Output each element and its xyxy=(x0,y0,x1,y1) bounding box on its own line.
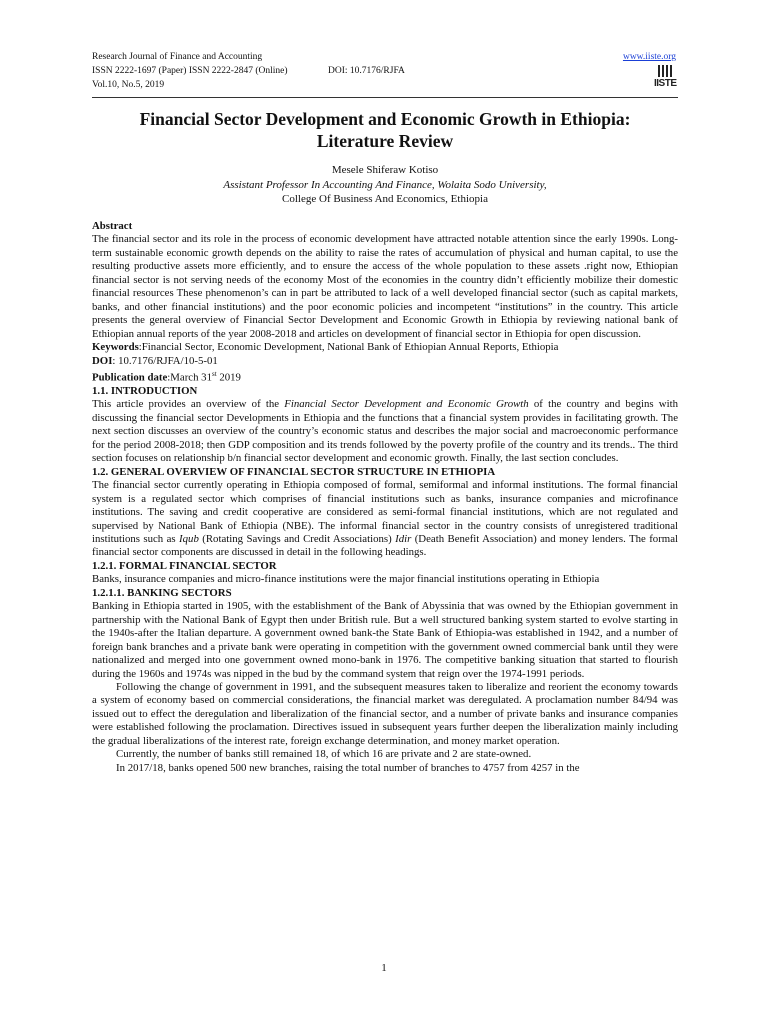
keywords-line: Keywords:Financial Sector, Economic Development, National Bank of Ethiopian Annual Reports, Ethiopia xyxy=(92,341,559,354)
doi-value: : 10.7176/RJFA/10-5-01 xyxy=(112,354,218,367)
overview-heading: 1.2. GENERAL OVERVIEW OF FINANCIAL SECTOR STRUCTURE IN ETHIOPIA xyxy=(92,465,496,478)
iiste-logo xyxy=(654,65,676,91)
journal-header xyxy=(92,50,678,96)
journal-name: Research Journal of Finance and Accounting xyxy=(92,52,263,62)
abstract-text: The financial sector and its role in the process of economic development have attracted notable attention since the early 1990s. Long-term sustainable economic growth depends on the ability to raise the rates of accumulation of physical and human capital, to use the resulting productive assets more efficiently, and to ensure the access of the whole population to these assets .right now, Ethiopian financial sector is not serving needs of the economy Most of the economies in the country didn’t efficiently mobilize their domestic financial resources These phenomenon’s can in part be attributed to lack of a well developed financial sector (such as capital markets, banks, and other financial institutions) and the poor economic policies and incompetent “institutions” in the country. This article presents the general overview of Financial Sector Development and Economic Growth in Ethiopia by reviewing national bank of Ethiopian annual reports of the year 2008-2018 and articles on development of financial sector in Ethiopia for open discussion. xyxy=(92,233,678,340)
keywords-value: Financial Sector, Economic Development, National Bank of Ethiopian Annual Reports, Ethiopia xyxy=(141,341,559,354)
abstract-heading: Abstract xyxy=(92,220,133,232)
publication-label: Publication date xyxy=(92,371,168,384)
paper-body xyxy=(92,220,678,775)
publication-line: Publication date:March 31st 2019 xyxy=(92,369,241,384)
paper-title xyxy=(92,108,678,152)
site-link[interactable]: www.iiste.org xyxy=(622,52,676,62)
banking-paragraph-1: Banking in Ethiopia started in 1905, with the establishment of the Bank of Abyssinia that was owned by the Ethiopian government in partnership with the National Bank of Egypt then under British rule. But a well structured banking system started to evolve starting in the 1940s-after the Italian departure. A government owned bank-the State Bank of Ethiopia-was established in 1942, and a number of foreign bank branches and a private bank were operating in competition with the government owned commercial bank until they were nationalized and merged into one government owned mono-bank in 1976. The competitive banking situation that started to flourish during the 1960s and 1974s was nipped in the bud by the command system that reign over the 1974-1991 periods. xyxy=(92,600,678,680)
title-line-1: Financial Sector Development and Economic Growth in Ethiopia: xyxy=(139,109,631,129)
banking-paragraph-3: Currently, the number of banks still remained 18, of which 16 are private and 2 are state-owned. xyxy=(116,748,532,761)
doi-label: DOI xyxy=(92,354,113,367)
overview-idir: Idir xyxy=(395,533,412,546)
intro-text-post: of the country and begins with discussing the financial sector Developments in Ethiopia and the functions that a financial system provides in facilitating growth. The next section discusses an overview of the country’s economic status and describes the major social and macroeconomic performance for the period 2008-2018; then GDP composition and its trends followed by the poverty profile of the country and its trends.. The third section focuses on relationship b/n financial sector development and economic growth. Finally, the last section concludes. xyxy=(92,398,678,465)
doi-line xyxy=(92,355,678,368)
affiliation-line-1: Assistant Professor In Accounting And Finance, Wolaita Sodo University, xyxy=(223,178,547,191)
formal-heading: 1.2.1. FORMAL FINANCIAL SECTOR xyxy=(92,559,277,572)
overview-mid: (Rotating Savings and Credit Associations) xyxy=(198,533,396,546)
publication-date: March 31 xyxy=(170,371,212,384)
publication-year: 2019 xyxy=(216,371,241,384)
logo-text: IISTE xyxy=(654,78,677,89)
journal-doi: DOI: 10.7176/RJFA xyxy=(328,66,405,76)
title-line-2: Literature Review xyxy=(316,131,454,151)
author-name: Mesele Shiferaw Kotiso xyxy=(331,164,439,176)
author-block xyxy=(92,163,678,207)
logo-bars-icon xyxy=(658,65,672,77)
banking-paragraph-2: Following the change of government in 1991, and the subsequent measures taken to liberalize and reorient the economy towards a system of economy based on commercial considerations, the financial market was deregulated. A proclamation number 84/94 was issued out to effect the deregulation and liberalization of the financial sector, and a number of private banks and insurance companies were established following the proclamation. Directives issued in subsequent years further deepen the liberalization mainly including the gradual liberalizations of the interest rate, foreign exchange determination, and money market operation. xyxy=(92,681,678,747)
publication-sup: st xyxy=(211,369,217,378)
issn-line: ISSN 2222-1697 (Paper) ISSN 2222-2847 (Online) xyxy=(92,66,288,76)
affiliation-line-2: College Of Business And Economics, Ethiopia xyxy=(282,193,488,206)
keywords-label: Keywords xyxy=(92,341,139,354)
intro-text-pre: This article provides an overview of the xyxy=(92,398,285,411)
page-number: 1 xyxy=(381,962,387,974)
overview-iqub: Iqub xyxy=(179,533,199,546)
intro-text xyxy=(92,398,678,465)
header-rule xyxy=(92,97,678,98)
intro-text-italic: Financial Sector Development and Economic Growth xyxy=(284,398,529,411)
banking-paragraph-4: In 2017/18, banks opened 500 new branches, raising the total number of branches to 4757 from 4257 in the xyxy=(116,761,580,774)
overview-post: (Death Benefit Association) and money lenders. The formal financial sector components are discussed in detail in the following headings. xyxy=(92,533,678,559)
banking-heading: 1.2.1.1. BANKING SECTORS xyxy=(92,586,232,599)
overview-text xyxy=(92,479,678,560)
volume-line: Vol.10, No.5, 2019 xyxy=(92,80,165,90)
overview-pre: The financial sector currently operating in Ethiopia composed of formal, semiformal and informal institutions. The formal financial system is a regulated sector which comprises of financial institutions such as banks, insurance companies and microfinance institutions. The saving and credit cooperative are considered as semi-formal financial institutions, which are not regulated and supervised by National Bank of Ethiopia (NBE). The informal financial sector in the country consists of unregistered traditional institutions such as xyxy=(92,479,678,546)
formal-text: Banks, insurance companies and micro-finance institutions were the major financial institutions operating in Ethiopia xyxy=(92,573,600,586)
intro-heading: 1.1. INTRODUCTION xyxy=(92,385,198,398)
